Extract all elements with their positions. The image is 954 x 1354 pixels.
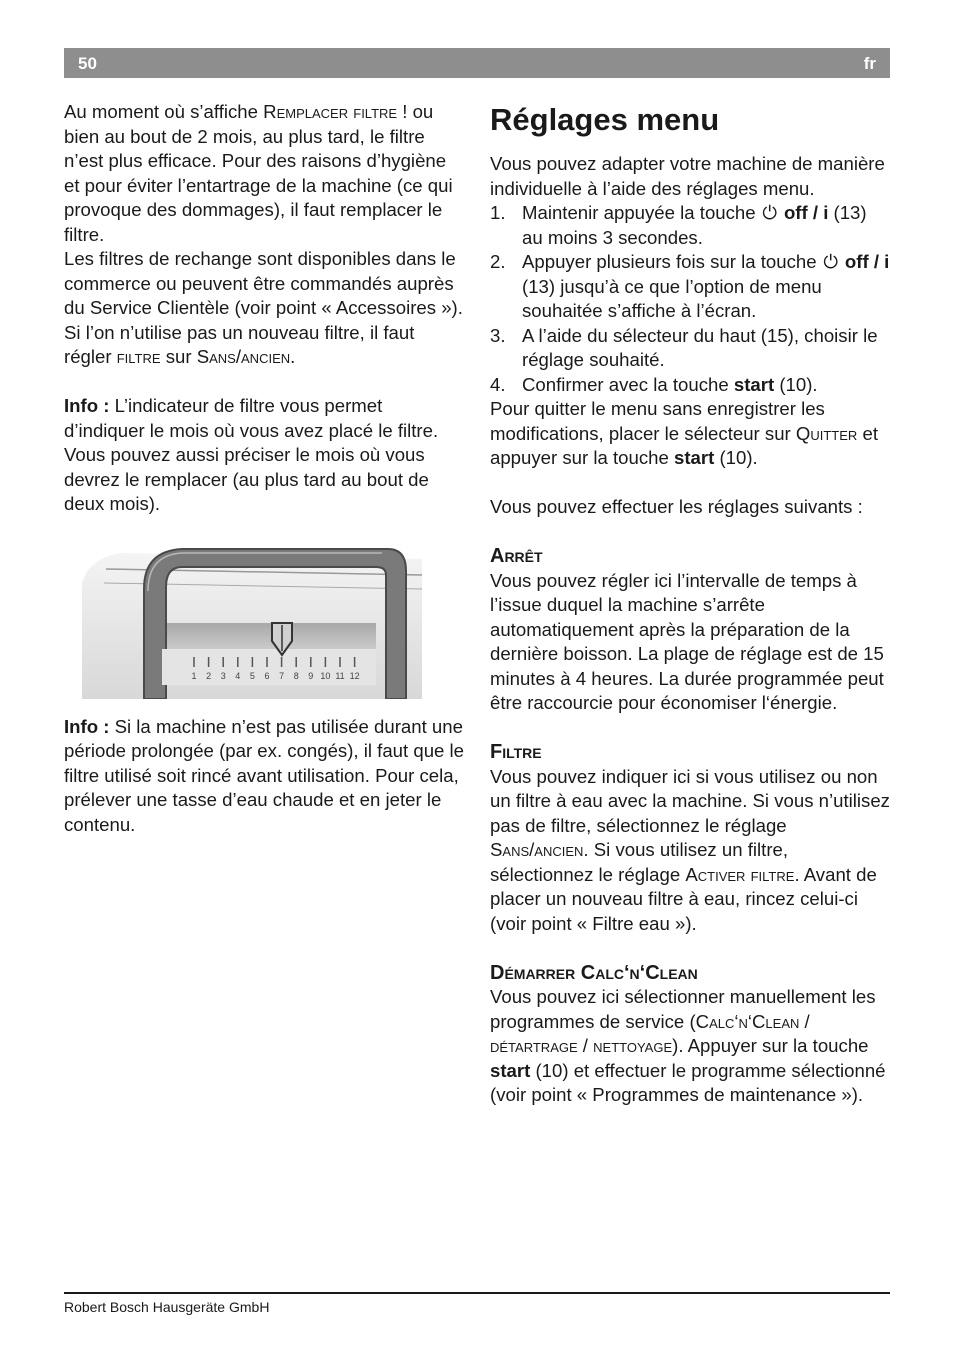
power-icon: ⏻ (762, 202, 778, 223)
step-item: 3. A l’aide du sélecteur du haut (15), choisir le réglage souhaité. (490, 324, 878, 370)
right-column (490, 100, 890, 1108)
start-key-label: start (674, 447, 715, 468)
filter-month-indicator-illustration (82, 531, 422, 699)
scale-number: 11 (335, 670, 345, 681)
start-key-label: start (733, 373, 775, 395)
scale-number: 4 (235, 670, 241, 681)
settings-intro-paragraph: Vous pouvez adapter votre machine de manière individuelle à l’aide des réglages menu. (490, 153, 885, 199)
info-note-indicator: Info : L’indicateur de filtre vous permet d’indiquer le mois où vous avez placé le filtre. Vous pouvez aussi préciser le mois où vous devrez le remplacer (au plus tard au bout de deux mois). (64, 395, 439, 514)
calc-n-clean-paragraph: Vous pouvez ici sélectionner manuellement les programmes de service (Calc‘n‘Clean / détartrage / nettoyage). Appuyer sur la touche start (10) et effectuer le programme sélectionné (voir point « Programmes de maintenance »). (490, 986, 886, 1105)
indicator-slider-band (158, 623, 376, 653)
scale-number: 12 (349, 670, 360, 681)
off-info-key-label: off / i (783, 202, 829, 223)
info-label: Info : (64, 395, 110, 416)
power-icon: ⏻ (823, 251, 839, 272)
filter-illustration-svg (82, 531, 422, 699)
scale-number: 3 (220, 670, 226, 681)
subheading-demarrer-calc-n-clean: Démarrer Calc‘n‘Clean (490, 961, 698, 984)
step-item: 2. Appuyer plusieurs fois sur la touche ⏻ off / i (13) jusqu’à ce que l’option de menu souhaitée s’affiche à l’écran. (490, 251, 890, 321)
step-item: 4. Confirmer avec la touche start (10). (490, 373, 818, 395)
page-number: 50 (78, 54, 97, 73)
scale-number: 1 (191, 670, 197, 681)
footer-company: Robert Bosch Hausgeräte GmbH (64, 1299, 270, 1315)
scale-number: 8 (293, 670, 299, 681)
scale-number: 5 (249, 670, 255, 681)
footer-divider (64, 1292, 890, 1294)
replacement-filters-paragraph: Les filtres de rechange sont disponibles dans le commerce ou peuvent être commandés auprès du Service Clientèle (voir point « Accessoires »). Si l’on n’utilise pas un nouveau filtre, il faut régler filtre sur Sans/ancien. (64, 248, 463, 367)
display-message-remplacer-filtre: Remplacer filtre ! (263, 101, 408, 122)
arret-paragraph: Vous pouvez régler ici l’intervalle de temps à l’issue duquel la machine s’arrête automatiquement après la préparation de la dernière boisson. La plage de réglage est de 15 minutes à 4 heures. La durée programmée peut être raccourcie pour économiser l‘énergie. (490, 569, 884, 713)
scale-number: 6 (264, 670, 270, 681)
scale-number: 10 (320, 670, 331, 681)
left-column (64, 100, 466, 837)
subheading-arret: Arrêt (490, 545, 543, 567)
settings-list-intro: Vous pouvez effectuer les réglages suivants : (490, 496, 863, 517)
scale-number: 9 (308, 670, 314, 681)
scale-number: 2 (206, 670, 212, 681)
filter-replace-paragraph: Au moment où s’affiche Remplacer filtre ! ou bien au bout de 2 mois, au plus tard, le filtre n’est plus efficace. Pour des raisons d’hygiène et pour éviter l’entartrage de la machine (ce qui provoque des dommages), il faut remplacer le filtre. (64, 101, 453, 245)
step-item: 1. Maintenir appuyée la touche ⏻ off / i (13) au moins 3 secondes. (490, 202, 867, 248)
filtre-paragraph: Vous pouvez indiquer ici si vous utilisez ou non un filtre à eau avec la machine. Si vous n’utilisez pas de filtre, sélectionnez le réglage Sans/ancien. Si vous utilisez un filtre, sélectionnez le réglage Activer filtre. Avant de placer un nouveau filtre à eau, rincez celui-ci (voir point « Filtre eau »). (490, 765, 890, 934)
subheading-filtre: Filtre (490, 741, 542, 763)
steps-list (490, 201, 890, 397)
info-label: Info : (64, 715, 110, 737)
off-info-key-label: off / i (844, 251, 890, 272)
start-key-label: start (490, 1059, 531, 1081)
quit-menu-paragraph: Pour quitter le menu sans enregistrer les modifications, placer le sélecteur sur Quitter et appuyer sur la touche start (10). (490, 398, 878, 468)
info-note-rinse: Info : Si la machine n’est pas utilisée durant une période prolongée (par ex. congés), il faut que le filtre utilisé soit rincé avant utilisation. Pour cela, prélever une tasse d’eau chaude et en jeter le contenu. (64, 715, 465, 835)
scale-number: 7 (279, 670, 285, 681)
section-title-reglages-menu: Réglages menu (490, 102, 720, 137)
page-header-bar (64, 48, 890, 78)
language-code: fr (863, 54, 876, 73)
